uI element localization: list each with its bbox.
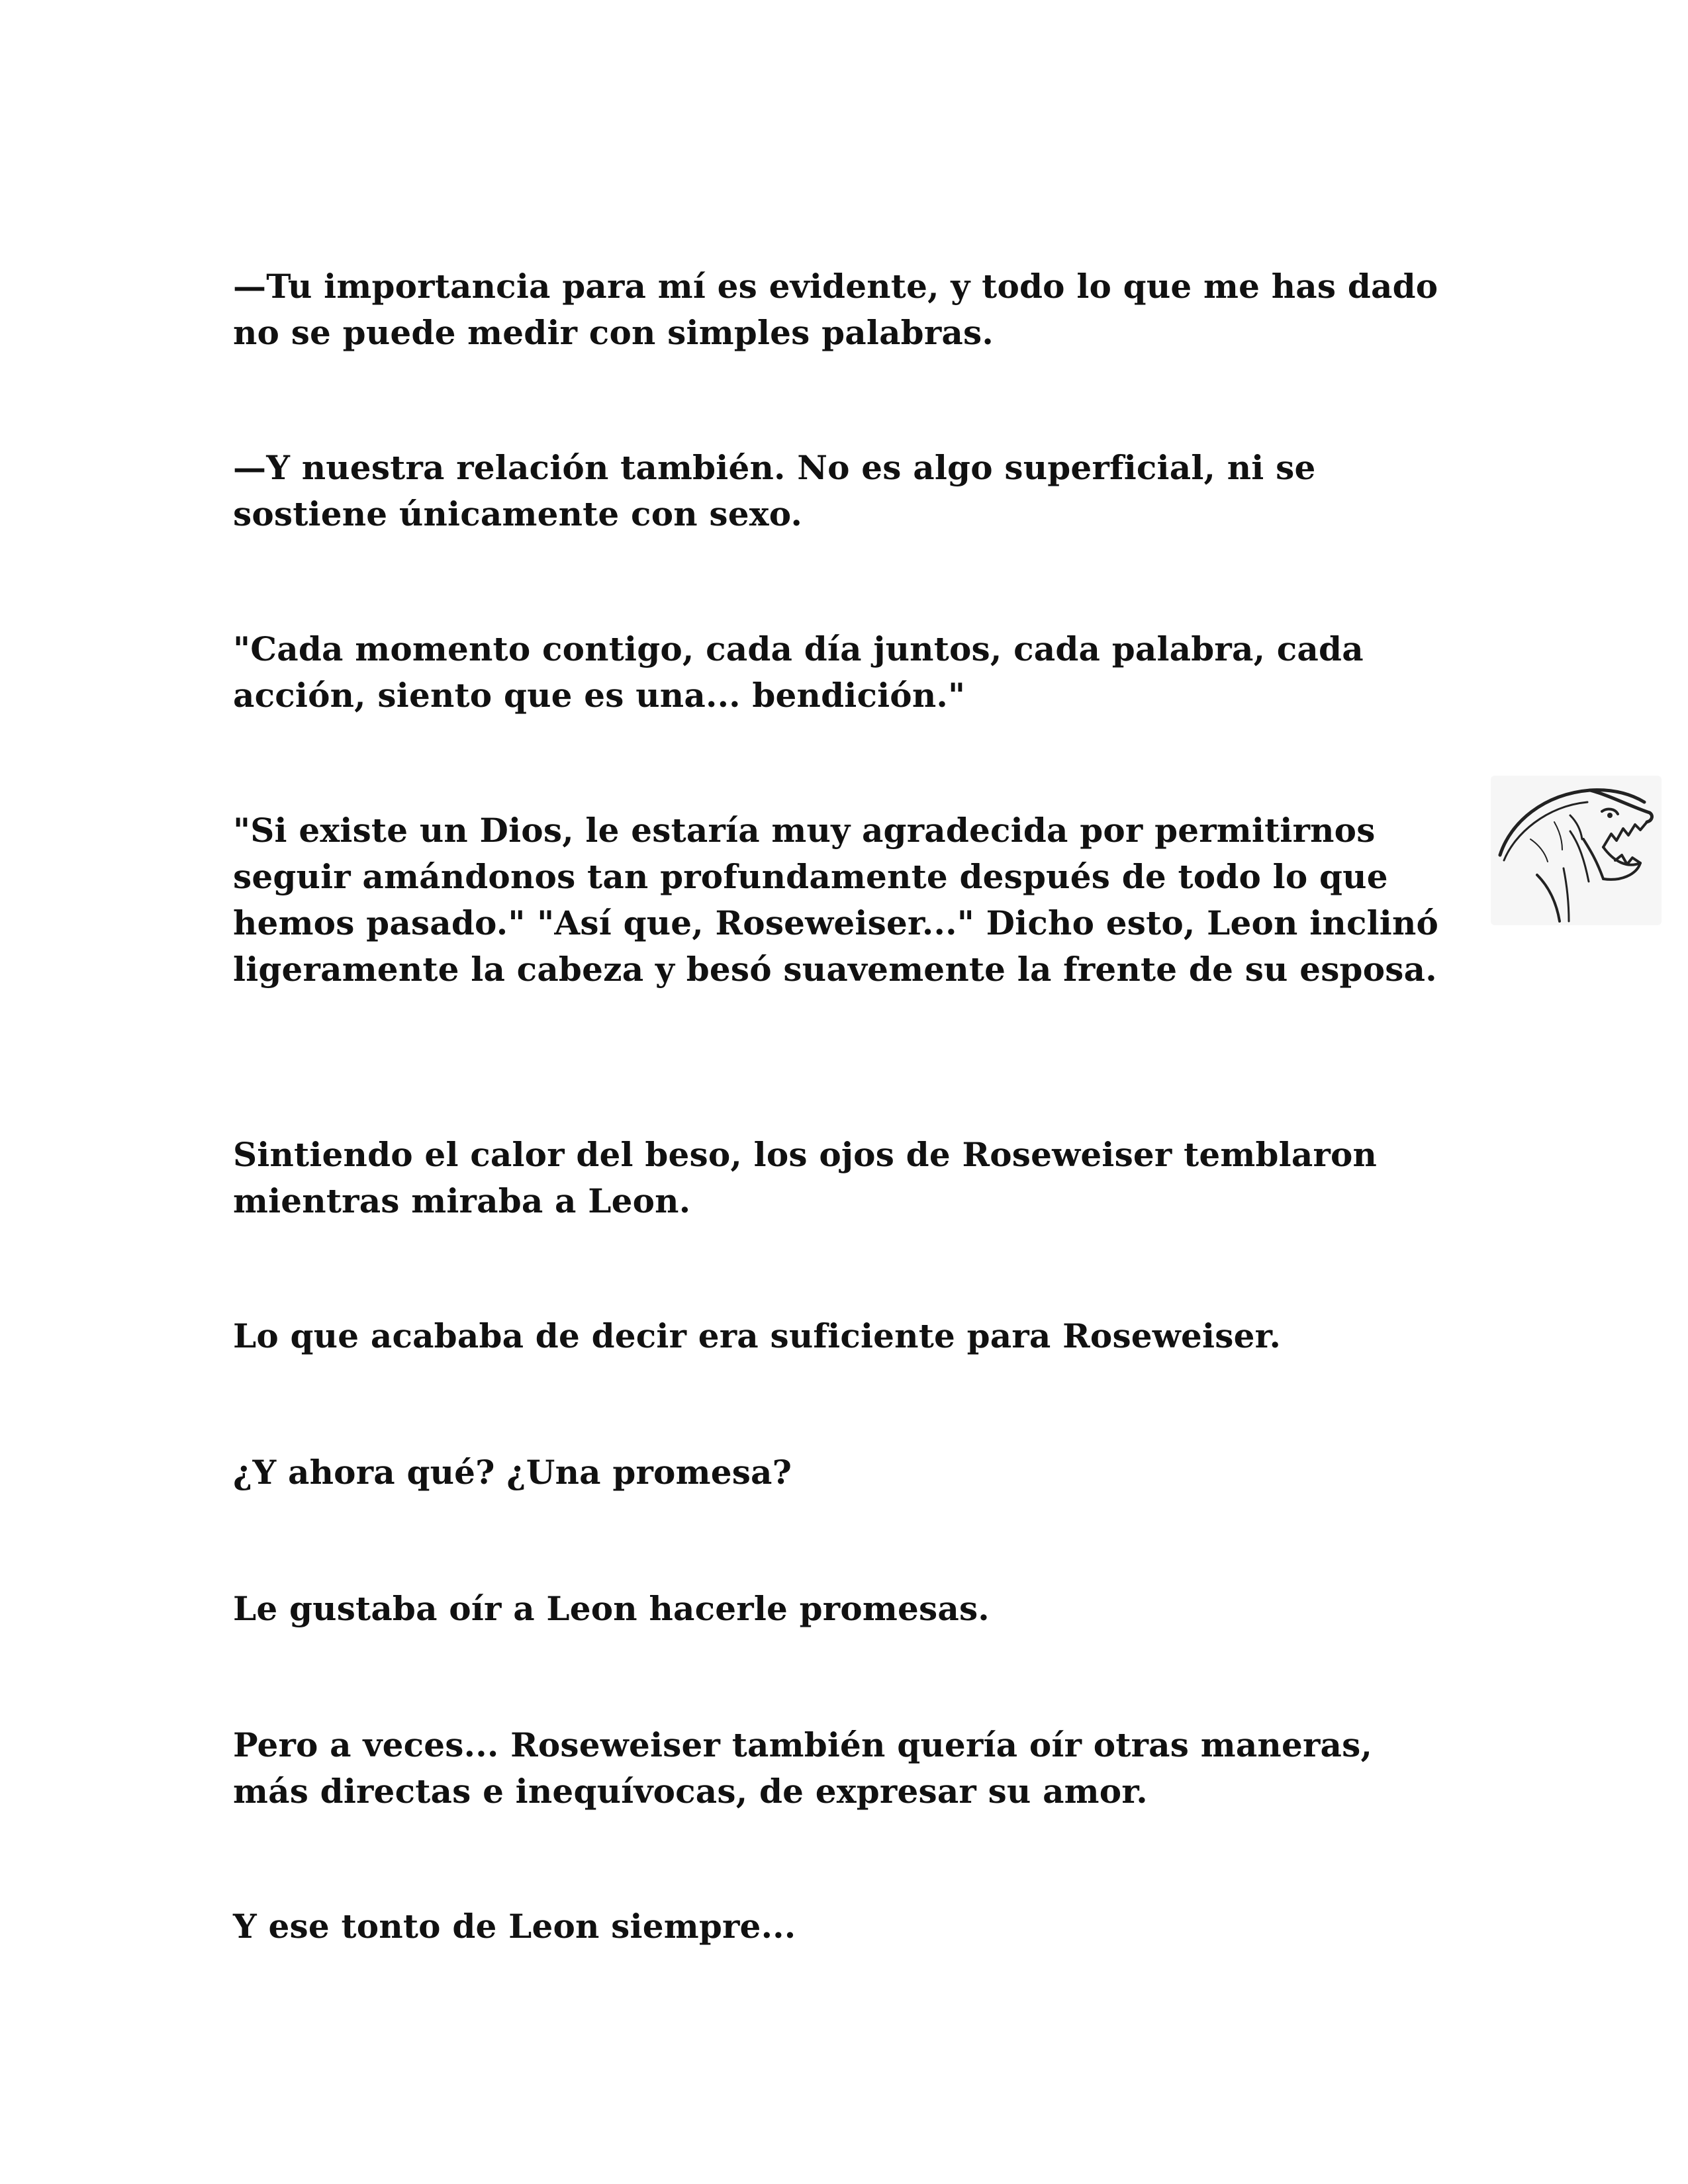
paragraph-5: Sintiendo el calor del beso, los ojos de Roseweiser temblaron mientras miraba a Leon. [233,1135,1378,1220]
paragraph-6: Lo que acababa de decir era suficiente para Roseweiser. [233,1316,1282,1355]
paragraph-4: "Si existe un Dios, le estaría muy agradecida por permitirnos seguir amándonos tan profundamente después de todo lo que hemos pasado." "Así que, Roseweiser..." Dicho esto, Leon inclinó ligeramente la cabeza y besó suavemente la frente de su esposa. [233,811,1439,989]
paragraph-9: Pero a veces... Roseweiser también quería oír otras maneras, más directas e inequívocas, de expresar su amor. [233,1725,1373,1811]
paragraph-7: ¿Y ahora qué? ¿Una promesa? [233,1453,792,1492]
paragraph-1: —Tu importancia para mí es evidente, y todo lo que me has dado no se puede medir con simples palabras. [233,267,1438,352]
paragraph-8: Le gustaba oír a Leon hacerle promesas. [233,1589,990,1628]
paragraph-3: "Cada momento contigo, cada día juntos, cada palabra, cada acción, siento que es una... bendición." [233,629,1364,715]
dinosaur-head-icon [1491,776,1662,925]
paragraph-2: —Y nuestra relación también. No es algo superficial, ni se sostiene únicamente con sexo. [233,448,1316,533]
paragraph-10: Y ese tonto de Leon siempre... [233,1907,796,1946]
